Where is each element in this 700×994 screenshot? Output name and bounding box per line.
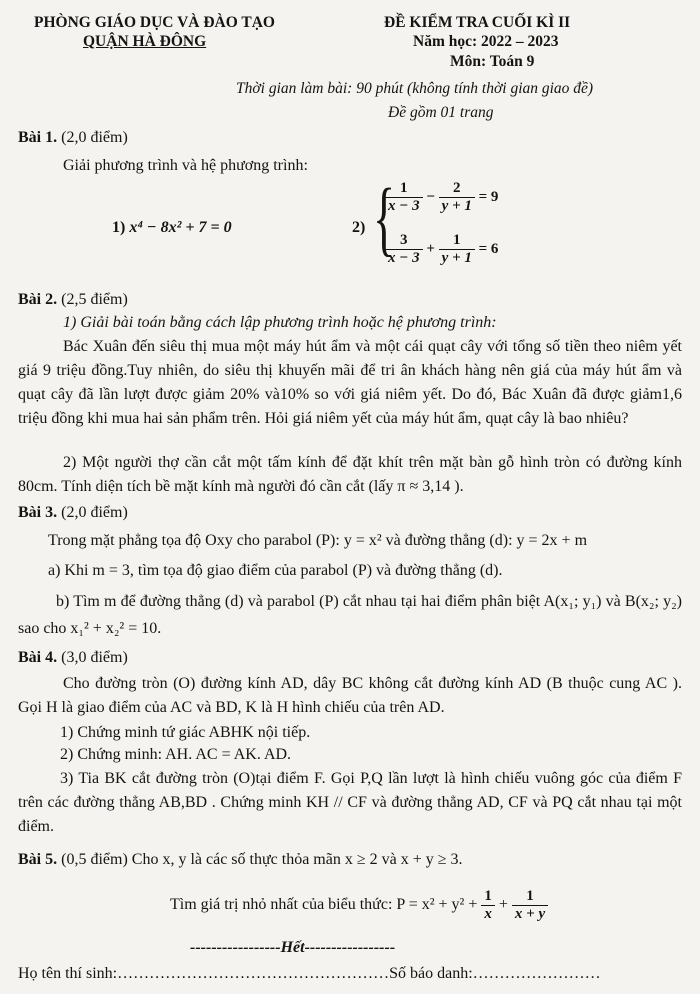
bai3-heading: [18, 503, 128, 523]
end-marker: -----------------Hết-----------------: [190, 939, 396, 956]
exam-duration: Thời gian làm bài: 90 phút (không tính thời gian giao đề): [236, 80, 594, 97]
bai4-part3: 3) Tia BK cắt đường tròn (O)tại điểm F. Gọi P,Q lần lượt là hình chiếu vuông góc của điểm F trên các đường thẳng AB,BD . Chứng minh KH // CF và đường thẳng AD, CF và PQ cắt nhau tại một điểm.: [18, 770, 682, 835]
bai4-part2: 2) Chứng minh: AH. AC = AK. AD.: [60, 746, 292, 763]
bai3-title: Bài 3.: [18, 504, 58, 521]
bai4-title: Bài 4.: [18, 649, 58, 666]
fraction: [439, 232, 475, 267]
eq2-label: 2): [352, 219, 366, 236]
bai1-heading: [18, 128, 128, 148]
bai3-part-a: a) Khi m = 3, tìm tọa độ giao điểm của parabol (P) và đường thẳng (d).: [48, 562, 503, 579]
system-row-1: [385, 180, 498, 215]
fraction: [481, 888, 495, 923]
fraction: [512, 888, 548, 923]
district-name: QUẬN HÀ ĐÔNG: [83, 33, 207, 50]
page-count: Đề gồm 01 trang: [388, 104, 494, 121]
school-year: Năm học: 2022 – 2023: [413, 33, 559, 50]
bai1-instruction: Giải phương trình và hệ phương trình:: [63, 157, 308, 174]
department-name: PHÒNG GIÁO DỤC VÀ ĐÀO TẠO: [34, 14, 275, 31]
numerator: 3: [400, 232, 408, 248]
bai2-points: (2,5 điểm): [61, 291, 128, 308]
bai1-points: (2,0 điểm): [61, 129, 128, 146]
bai4-heading: [18, 648, 128, 668]
eq1-label: 1): [112, 219, 126, 236]
denominator: y + 1: [439, 197, 475, 215]
bai1-eq1: [112, 218, 232, 238]
bai2-part1-text: Bác Xuân đến siêu thị mua một máy hút ẩm và một cái quạt cây với tổng số tiền theo niêm yết giá 9 triệu đồng.Tuy nhiên, do siêu thị khuyến mãi để tri ân khách hàng nên giá của máy hút ẩm và quạt cây đã lần lượt được giảm 20% và10% so với giá niêm yết. Do đó, Bác Xuân đã được giảm1,6 triệu đồng khi mua hai sản phẩm trên. Hỏi giá niêm yết của máy hút ẩm, quạt cây là bao nhiêu?: [18, 338, 682, 427]
operator: +: [498, 896, 508, 914]
bai3-part-b: b) Tìm m để đường thẳng (d) và parabol (P) cắt nhau tại hai điểm phân biệt A(x₁; y₁) và B(x₂; y₂) sao cho x₁² + x₂² = 10.: [18, 593, 682, 637]
numerator: 2: [453, 180, 461, 196]
bai4-points: (3,0 điểm): [61, 649, 128, 666]
bai3-points: (2,0 điểm): [61, 504, 128, 521]
subject: Môn: Toán 9: [450, 53, 535, 70]
eq1-expression: x⁴ − 8x² + 7 = 0: [129, 219, 232, 236]
fraction: [385, 180, 423, 215]
operator: +: [426, 240, 435, 257]
bai5-title: Bài 5.: [18, 851, 58, 868]
rhs: = 9: [478, 188, 499, 205]
system-brace: {: [373, 172, 396, 265]
bai2-heading: [18, 290, 128, 310]
fraction: [385, 232, 423, 267]
candidate-info: Họ tên thí sinh:……………………………………………Số báo danh:……………………: [18, 965, 601, 982]
denominator: x − 3: [385, 249, 423, 267]
system-row-2: [385, 232, 498, 267]
bai4-part1: 1) Chứng minh tứ giác ABHK nội tiếp.: [60, 724, 311, 741]
numerator: 1: [453, 232, 461, 248]
numerator: 1: [484, 888, 492, 904]
denominator: x: [481, 905, 495, 923]
bai2-part1-heading: 1) Giải bài toán bằng cách lập phương trình hoặc hệ phương trình:: [63, 314, 497, 331]
rhs: = 6: [478, 240, 499, 257]
bai5-points: (0,5 điểm): [61, 851, 128, 868]
bai5-intro: Cho x, y là các số thực thỏa mãn x ≥ 2 và x + y ≥ 3.: [131, 851, 463, 868]
bai5-heading: [18, 850, 463, 870]
bai1-title: Bài 1.: [18, 129, 58, 146]
denominator: x + y: [512, 905, 548, 923]
denominator: x − 3: [385, 197, 423, 215]
bai2-title: Bài 2.: [18, 291, 58, 308]
bai5-task: [170, 888, 548, 923]
bai5-task-text: Tìm giá trị nhỏ nhất của biểu thức: P = x² + y² +: [170, 896, 478, 914]
exam-title: ĐỀ KIỂM TRA CUỐI KÌ II: [384, 14, 571, 31]
bai3-intro: Trong mặt phẳng tọa độ Oxy cho parabol (P): y = x² và đường thẳng (d): y = 2x + m: [48, 532, 588, 549]
bai4-intro: Cho đường tròn (O) đường kính AD, dây BC không cắt đường kính AD (B thuộc cung AC ). Gọi H là giao điểm của AC và BD, K là H hình chiếu của trên AD.: [18, 675, 682, 716]
operator: −: [426, 188, 435, 205]
fraction: [439, 180, 475, 215]
denominator: y + 1: [439, 249, 475, 267]
numerator: 1: [400, 180, 408, 196]
bai2-part2-text: 2) Một người thợ cần cắt một tấm kính để đặt khít trên mặt bàn gỗ hình tròn có đường kính 80cm. Tính diện tích bề mặt kính mà người đó cần cắt (lấy π ≈ 3,14 ).: [18, 454, 682, 495]
numerator: 1: [526, 888, 534, 904]
